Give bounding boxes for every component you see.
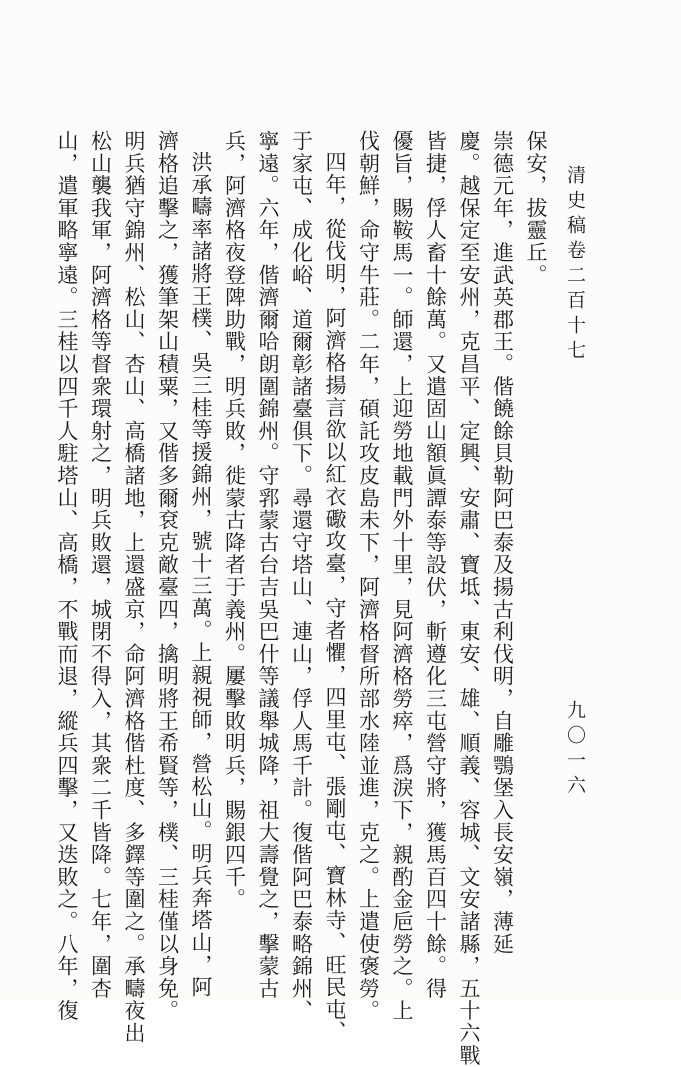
text-column: 濟格追擊之，獲筆架山積粟，又偕多爾袞克敵臺四，擒明將王希賢等，樸、三桂僅以身免。 (155, 130, 180, 1022)
text-column: 松山襲我軍，阿濟格等督衆環射之，明兵敗還，城閉不得入，其衆二千皆降。七年，圍杏 (88, 130, 113, 1000)
text-column: 寧遠。六年，偕濟爾哈朗圍錦州。守郛蒙古台吉吳巴什等議舉城降，祖大壽覺之，擊蒙古 (256, 130, 280, 1000)
text-column: 慶。越保定至安州，克昌平、定興、安肅、寶坻、東安、雄、順義、容城、文安諸縣，五十六戰 (457, 130, 481, 1067)
text-column: 優旨，賜鞍馬一。師還，上迎勞地載門外十里，見阿濟格勞瘁，爲淚下，親酌金巵勞之。上 (390, 130, 414, 1022)
text-column: 山，遣軍略寧遠。三桂以四千人駐塔山、高橋，不戰而退，縱兵四擊，又迭敗之。八年，復 (55, 130, 79, 1022)
text-column: 明兵猶守錦州、松山、杏山、高橋諸地，上還盛京，命阿濟格偕杜度、多鐸等圍之。承疇夜出 (122, 130, 146, 1045)
body-text (55, 130, 552, 1067)
text-column: 兵，阿濟格夜登陴助戰，明兵敗，徙蒙古降者于義州。屢擊敗明兵，賜銀四千。 (222, 130, 247, 911)
text-column: 伐朝鮮，命守牛莊。二年，碩託攻皮島未下，阿濟格督所部水陸並進，克之。上遣使褒勞。 (356, 130, 381, 1022)
text-column: 崇德元年，進武英郡王。偕饒餘貝勒阿巴泰及揚古利伐明，自雕鶚堡入長安嶺，薄延 (490, 130, 515, 956)
text-column: 保安，拔靈丘。 (524, 130, 548, 287)
page-number: 九〇一六 (564, 700, 586, 800)
text-column: 洪承疇率諸將王樸、吳三桂等援錦州，號十三萬。上親視師，營松山。明兵奔塔山，阿 (189, 151, 213, 999)
text-column: 皆捷，俘人畜十餘萬。又遣固山額眞譚泰等設伏，斬遵化三屯營守將，獲馬百四十餘。得 (423, 130, 448, 1000)
running-head: 清史稿卷二百十七 (564, 165, 586, 365)
text-column: 于家屯、成化峪、道爾彰諸臺俱下。尋還守塔山、連山，俘人馬千計。復偕阿巴泰略錦州、 (289, 130, 314, 1022)
text-column: 四年，從伐明，阿濟格揚言欲以紅衣礮攻臺，守者懼，四里屯、張剛屯、寶林寺、旺民屯、 (323, 151, 347, 1043)
